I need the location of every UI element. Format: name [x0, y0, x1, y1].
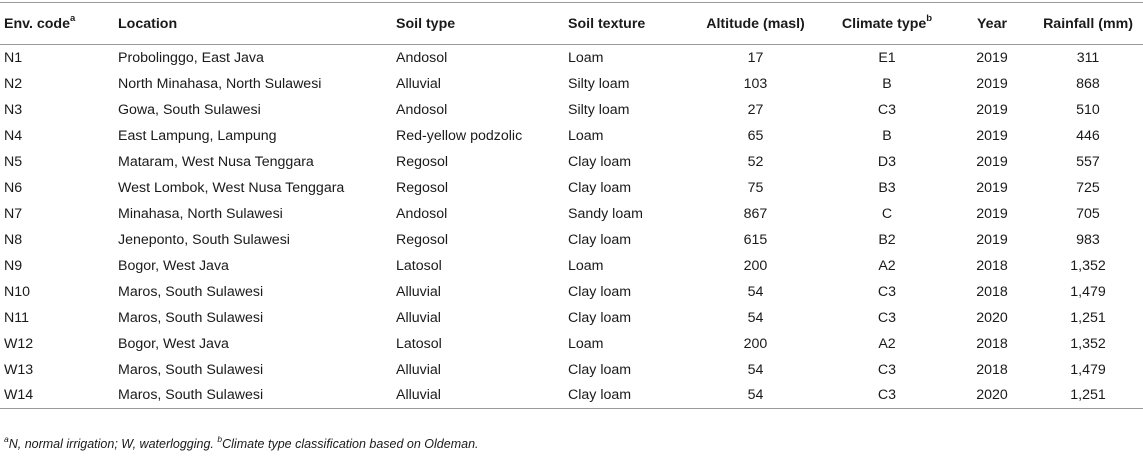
footnote-b-mark: b [217, 434, 223, 444]
environment-table [0, 2, 1143, 409]
cell-rainfall: 1,479 [1070, 361, 1106, 378]
cell-climate-type: C3 [877, 361, 897, 378]
cell-location: Bogor, West Java [118, 257, 229, 274]
cell-year: 2020 [976, 309, 1008, 326]
cell-location: Maros, South Sulawesi [118, 309, 264, 326]
cell-altitude: 200 [743, 335, 768, 352]
cell-env-code: N5 [4, 153, 23, 170]
cell-soil-texture: Sandy loam [568, 205, 643, 222]
cell-altitude: 867 [743, 205, 768, 222]
cell-env-code: N7 [4, 205, 23, 222]
cell-env-code: N6 [4, 179, 23, 196]
cell-altitude: 615 [743, 231, 768, 248]
cell-rainfall: 1,352 [1070, 335, 1106, 352]
cell-soil-texture: Loam [568, 127, 604, 144]
header-rainfall: Rainfall (mm) [1033, 3, 1143, 45]
cell-soil-type: Alluvial [396, 309, 441, 326]
cell-rainfall: 446 [1076, 127, 1100, 144]
cell-year: 2018 [976, 361, 1008, 378]
header-soil-texture: Soil texture [564, 3, 688, 45]
cell-env-code: N9 [4, 257, 23, 274]
cell-soil-type: Alluvial [392, 383, 564, 409]
cell-location: Probolinggo, East Java [118, 49, 264, 66]
cell-soil-texture: Loam [568, 257, 604, 274]
cell-climate-type: B [882, 75, 892, 92]
cell-env-code: N11 [4, 309, 29, 326]
table-row [0, 279, 1143, 305]
cell-climate-type: B [882, 127, 892, 144]
cell-climate-type: A2 [878, 257, 896, 274]
cell-year: 2019 [976, 49, 1008, 66]
footnote-mark-b: b [926, 12, 933, 24]
table-footnote [4, 434, 479, 451]
table-row [0, 331, 1143, 357]
cell-altitude: 103 [743, 75, 768, 92]
footnote-b-text: Climate type classification based on Oldeman. [222, 437, 479, 451]
cell-climate-type: B2 [878, 231, 896, 248]
cell-rainfall: 557 [1076, 153, 1100, 170]
cell-location: East Lampung, Lampung [118, 127, 277, 144]
cell-altitude: 27 [747, 101, 764, 118]
footnote-mark-a: a [69, 12, 76, 24]
cell-climate-type: C3 [877, 101, 897, 118]
cell-soil-texture: Clay loam [568, 179, 632, 196]
cell-soil-texture: Clay loam [568, 309, 632, 326]
header-env-code: Env. code$^a$ [0, 3, 114, 45]
cell-soil-texture: Clay loam [568, 231, 632, 248]
cell-soil-texture: Clay loam [568, 361, 632, 378]
cell-climate-type: C3 [877, 283, 897, 300]
table-row [0, 123, 1143, 149]
cell-soil-texture: Clay loam [564, 383, 688, 409]
cell-rainfall: 1,352 [1070, 257, 1106, 274]
cell-climate-type: C3 [877, 309, 897, 326]
cell-env-code: W12 [4, 335, 34, 352]
header-year: Year [951, 3, 1033, 45]
cell-year: 2020 [951, 383, 1033, 409]
cell-location: Gowa, South Sulawesi [118, 101, 261, 118]
footnote-a-mark: a [4, 434, 9, 444]
cell-climate-type: E1 [878, 49, 896, 66]
cell-rainfall: 705 [1076, 205, 1100, 222]
cell-soil-type: Latosol [396, 335, 442, 352]
cell-env-code: N3 [4, 101, 23, 118]
cell-env-code: W14 [0, 383, 114, 409]
cell-year: 2019 [976, 75, 1008, 92]
cell-climate-type: C [881, 205, 893, 222]
cell-location: Maros, South Sulawesi [118, 283, 264, 300]
cell-soil-type: Latosol [396, 257, 442, 274]
header-climate-type: Climate type$^b$ [823, 3, 951, 45]
cell-location: Mataram, West Nusa Tenggara [118, 153, 314, 170]
cell-location: North Minahasa, North Sulawesi [118, 75, 322, 92]
header-location: Location [114, 3, 392, 45]
cell-altitude: 17 [747, 49, 764, 66]
cell-env-code: W13 [4, 361, 34, 378]
cell-env-code: N1 [4, 49, 23, 66]
table-row [0, 97, 1143, 123]
table-row [0, 201, 1143, 227]
cell-altitude: 54 [747, 283, 764, 300]
cell-soil-type: Regosol [396, 153, 449, 170]
footnote-a-text: N, normal irrigation; W, waterlogging. [8, 437, 214, 451]
cell-env-code: N8 [4, 231, 23, 248]
cell-rainfall: 1,479 [1070, 283, 1106, 300]
cell-env-code: N4 [4, 127, 23, 144]
cell-year: 2019 [976, 205, 1008, 222]
cell-soil-type: Alluvial [396, 75, 441, 92]
cell-year: 2018 [976, 335, 1008, 352]
cell-altitude: 54 [688, 383, 823, 409]
header-altitude: Altitude (masl) [688, 3, 823, 45]
cell-year: 2019 [976, 153, 1008, 170]
cell-climate-type: D3 [877, 153, 897, 170]
cell-climate-type: B3 [878, 179, 896, 196]
cell-rainfall: 311 [1076, 49, 1100, 66]
cell-soil-type: Alluvial [396, 361, 441, 378]
table-row [0, 357, 1143, 383]
cell-rainfall: 510 [1076, 101, 1100, 118]
cell-rainfall: 725 [1076, 179, 1100, 196]
cell-altitude: 65 [747, 127, 764, 144]
cell-env-code: N10 [4, 283, 31, 300]
cell-altitude: 54 [747, 361, 764, 378]
cell-rainfall: 1,251 [1070, 309, 1106, 326]
table-row [0, 149, 1143, 175]
table-body [0, 45, 1143, 409]
cell-climate-type: A2 [878, 335, 896, 352]
cell-year: 2019 [976, 127, 1008, 144]
header-soil-type: Soil type [392, 3, 564, 45]
cell-altitude: 75 [747, 179, 764, 196]
cell-rainfall: 868 [1076, 75, 1100, 92]
cell-soil-texture: Silty loam [568, 75, 630, 92]
cell-location: Bogor, West Java [118, 335, 229, 352]
cell-soil-type: Regosol [396, 231, 449, 248]
cell-soil-type: Regosol [396, 179, 449, 196]
cell-soil-type: Red-yellow podzolic [396, 127, 523, 144]
cell-year: 2018 [976, 257, 1008, 274]
cell-soil-type: Andosol [396, 49, 448, 66]
cell-location: Maros, South Sulawesi [114, 383, 392, 409]
cell-location: Maros, South Sulawesi [118, 361, 264, 378]
table-row [0, 253, 1143, 279]
cell-altitude: 200 [743, 257, 768, 274]
cell-altitude: 54 [747, 309, 764, 326]
table-row [0, 383, 1143, 409]
cell-rainfall: 1,251 [1033, 383, 1143, 409]
cell-year: 2018 [976, 283, 1008, 300]
cell-soil-type: Alluvial [396, 283, 441, 300]
cell-soil-type: Andosol [396, 101, 448, 118]
cell-soil-texture: Clay loam [568, 153, 632, 170]
cell-year: 2019 [976, 101, 1008, 118]
table-row [0, 305, 1143, 331]
cell-location: West Lombok, West Nusa Tenggara [118, 179, 345, 196]
cell-soil-texture: Loam [568, 49, 604, 66]
table-row [0, 227, 1143, 253]
cell-year: 2019 [976, 231, 1008, 248]
table-row [0, 175, 1143, 201]
cell-env-code: N2 [4, 75, 23, 92]
table-row [0, 45, 1143, 71]
cell-rainfall: 983 [1076, 231, 1100, 248]
cell-year: 2019 [976, 179, 1008, 196]
cell-soil-texture: Silty loam [568, 101, 630, 118]
table-row [0, 71, 1143, 97]
cell-location: Minahasa, North Sulawesi [118, 205, 283, 222]
cell-soil-texture: Loam [568, 335, 604, 352]
cell-altitude: 52 [747, 153, 764, 170]
cell-soil-type: Andosol [396, 205, 448, 222]
header-row [0, 3, 1143, 45]
cell-climate-type: C3 [823, 383, 951, 409]
cell-soil-texture: Clay loam [568, 283, 632, 300]
cell-location: Jeneponto, South Sulawesi [118, 231, 290, 248]
